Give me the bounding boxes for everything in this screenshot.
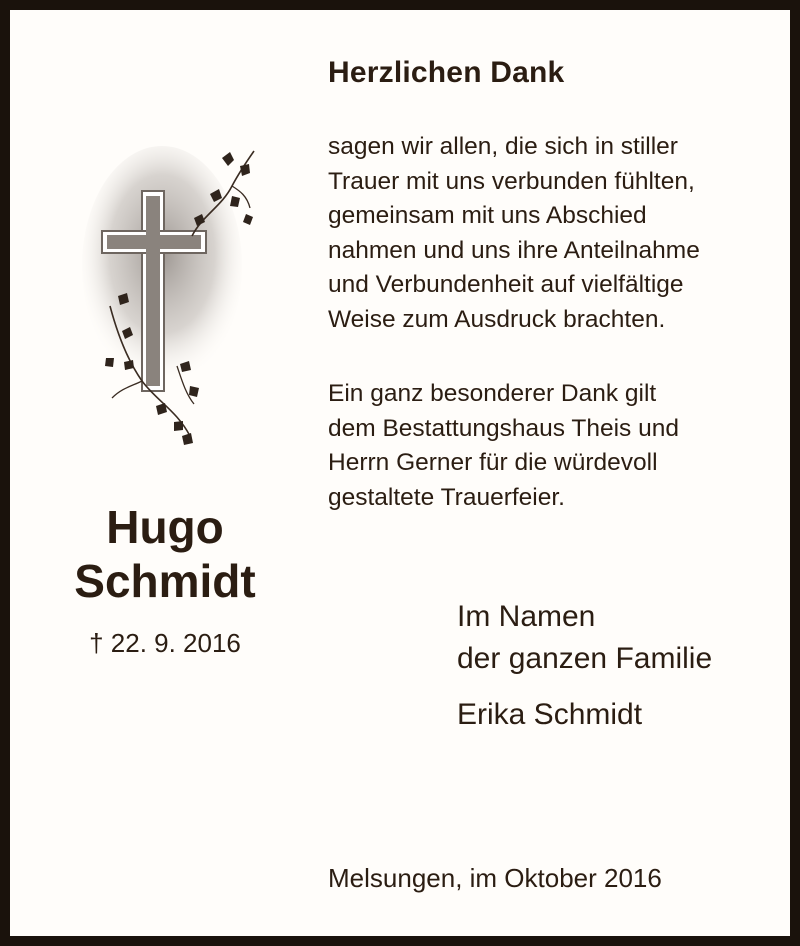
text-line: Herrn Gerner für die würdevoll — [328, 449, 658, 476]
special-thanks-paragraph — [328, 377, 679, 515]
text-line: dem Bestattungshaus Theis und — [328, 414, 679, 442]
signature-intro — [457, 596, 712, 680]
thanks-paragraph — [328, 130, 700, 337]
deceased-name — [50, 500, 280, 608]
last-name: Schmidt — [74, 555, 256, 607]
signature-line: Im Namen — [457, 600, 596, 633]
heading: Herzlichen Dank — [328, 56, 565, 89]
text-line: gestaltete Trauerfeier. — [328, 483, 565, 511]
obituary-card — [10, 10, 790, 936]
cross-icon — [82, 136, 272, 456]
place-date: Melsungen, im Oktober 2016 — [328, 863, 662, 893]
text-line: gemeinsam mit uns Abschied — [328, 202, 647, 229]
signature-line: der ganzen Familie — [457, 642, 713, 675]
signature-name — [457, 694, 642, 736]
text-line: und Verbundenheit auf vielfältige — [328, 271, 684, 298]
text-line: Trauer mit uns verbunden fühlten, — [328, 167, 695, 195]
text-line: nahmen und uns ihre Anteilnahme — [328, 236, 700, 264]
death-date: † 22. 9. 2016 — [89, 628, 241, 658]
first-name: Hugo — [106, 501, 224, 553]
text-line: Ein ganz besonderer Dank gilt — [328, 380, 657, 407]
text-line: sagen wir allen, die sich in stiller — [328, 133, 678, 160]
text-line: Weise zum Ausdruck brachten. — [328, 305, 666, 333]
signer-name: Erika Schmidt — [457, 698, 643, 731]
